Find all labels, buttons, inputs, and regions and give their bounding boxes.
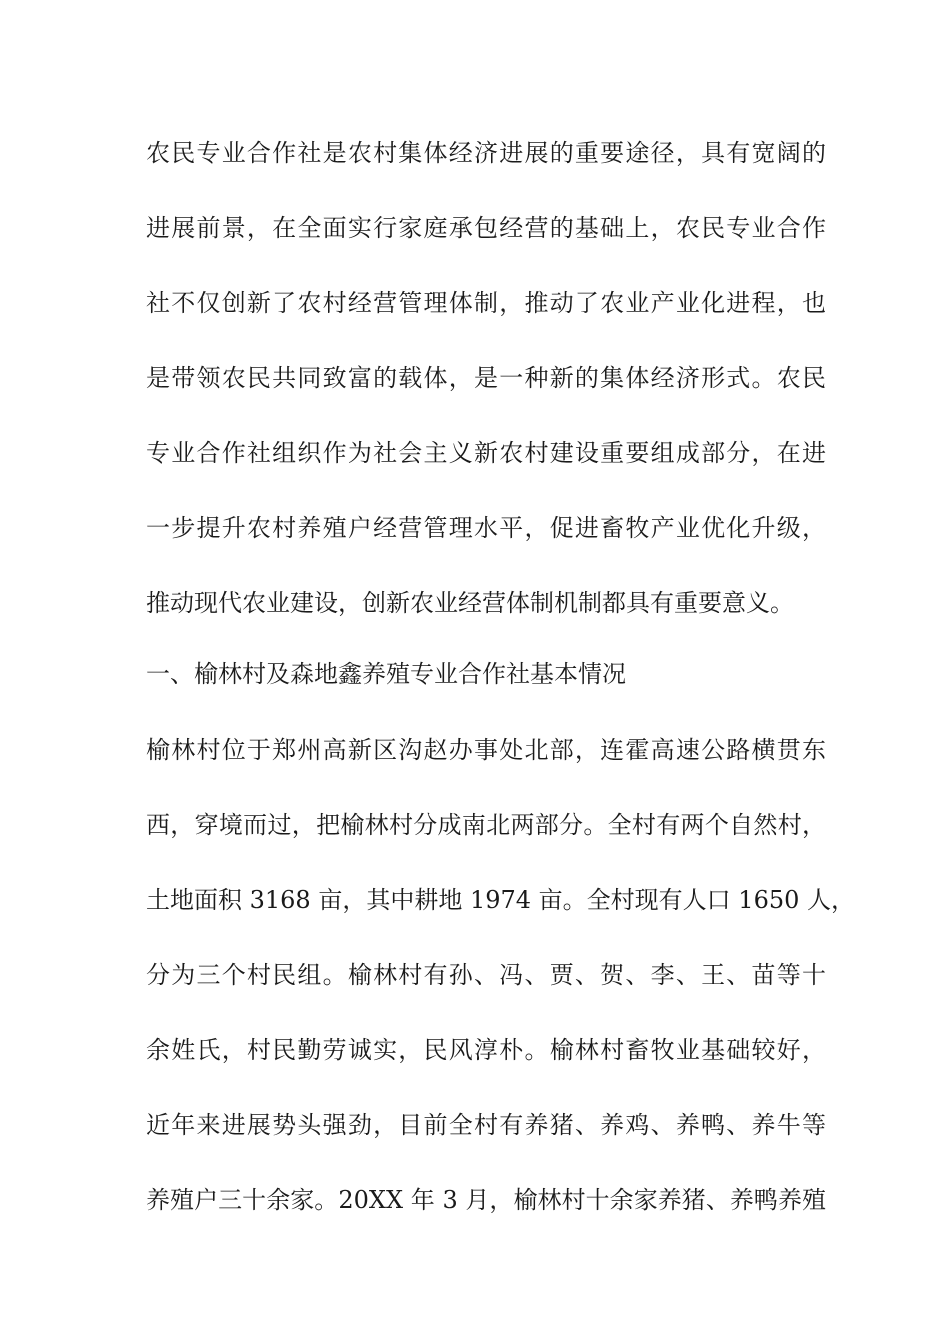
paragraph-2-line-4: 分为三个村民组。榆林村有孙、冯、贾、贺、李、王、苗等十 [146, 961, 826, 989]
paragraph-2-line-3: 土地面积 3168 亩，其中耕地 1974 亩。全村现有人口 1650 人， [146, 886, 856, 914]
paragraph-2-line-7: 养殖户三十余家。20XX 年 3 月，榆林村十余家养猪、养鸭养殖 [146, 1186, 826, 1214]
paragraph-1-line-4: 是带领农民共同致富的载体，是一种新的集体经济形式。农民 [146, 364, 826, 392]
paragraph-1-line-1: 农民专业合作社是农村集体经济进展的重要途径，具有宽阔的 [146, 139, 826, 167]
paragraph-2-line-6: 近年来进展势头强劲，目前全村有养猪、养鸡、养鸭、养牛等 [146, 1111, 826, 1139]
paragraph-1-line-7: 推动现代农业建设，创新农业经营体制机制都具有重要意义。 [146, 589, 794, 617]
paragraph-1-line-2: 进展前景，在全面实行家庭承包经营的基础上，农民专业合作 [146, 214, 826, 242]
paragraph-1-line-5: 专业合作社组织作为社会主义新农村建设重要组成部分，在进 [146, 439, 826, 467]
paragraph-1-line-3: 社不仅创新了农村经营管理体制，推动了农业产业化进程，也 [146, 289, 826, 317]
paragraph-2-line-2: 西，穿境而过，把榆林村分成南北两部分。全村有两个自然村， [146, 811, 826, 839]
paragraph-2-line-1: 榆林村位于郑州高新区沟赵办事处北部，连霍高速公路横贯东 [146, 736, 826, 764]
section-heading: 一、榆林村及森地鑫养殖专业合作社基本情况 [146, 660, 626, 688]
paragraph-1-line-6: 一步提升农村养殖户经营管理水平，促进畜牧产业优化升级， [146, 514, 826, 542]
paragraph-2-line-5: 余姓氏，村民勤劳诚实，民风淳朴。榆林村畜牧业基础较好， [146, 1036, 826, 1064]
